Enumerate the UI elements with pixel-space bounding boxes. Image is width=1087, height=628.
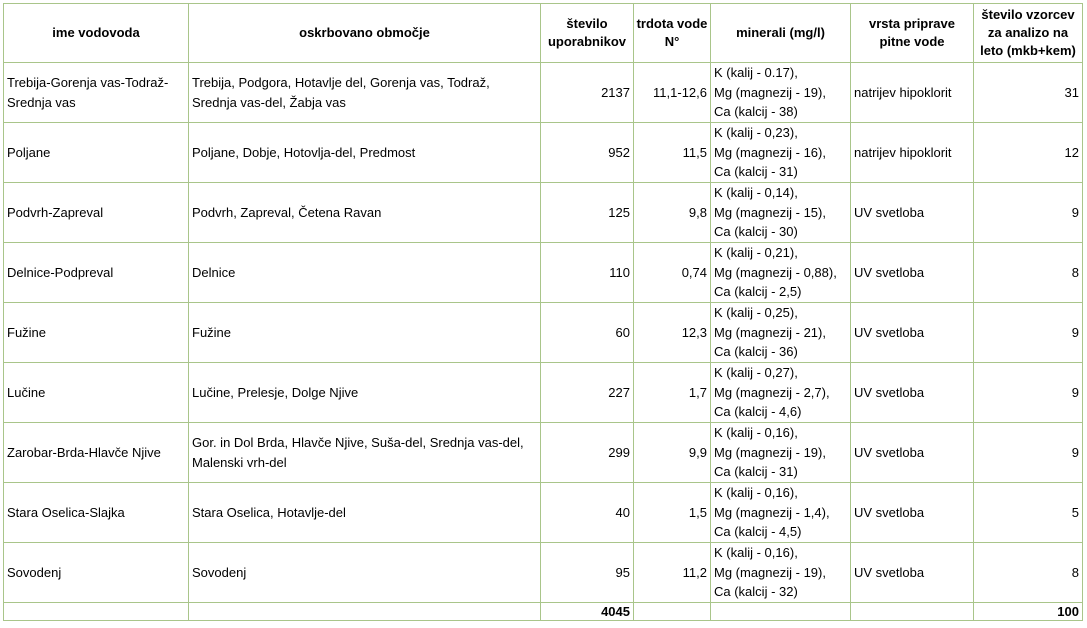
area-cell[interactable]: Sovodenj bbox=[189, 543, 541, 603]
hardness-cell[interactable]: 11,1-12,6 bbox=[634, 63, 711, 123]
name-cell[interactable]: Trebija-Gorenja vas-Todraž-Srednja vas bbox=[4, 63, 189, 123]
samples-cell[interactable]: 9 bbox=[974, 183, 1083, 243]
header-treatment[interactable]: vrsta priprave pitne vode bbox=[851, 4, 974, 63]
name-cell[interactable]: Delnice-Podpreval bbox=[4, 243, 189, 303]
hardness-cell[interactable]: 1,7 bbox=[634, 363, 711, 423]
treatment-cell[interactable]: UV svetloba bbox=[851, 183, 974, 243]
hardness-cell[interactable]: 11,2 bbox=[634, 543, 711, 603]
mineral-line: Mg (magnezij - 2,7), bbox=[714, 384, 830, 400]
table-row bbox=[4, 123, 1083, 183]
mineral-line: Ca (kalcij - 4,5) bbox=[714, 524, 802, 540]
mineral-line: K (kalij - 0.17), bbox=[714, 65, 798, 81]
minerals-cell[interactable] bbox=[711, 303, 851, 363]
hardness-cell[interactable]: 9,8 bbox=[634, 183, 711, 243]
minerals-cell[interactable] bbox=[711, 483, 851, 543]
treatment-cell[interactable]: UV svetloba bbox=[851, 423, 974, 483]
samples-cell[interactable]: 9 bbox=[974, 423, 1083, 483]
area-cell[interactable]: Poljane, Dobje, Hotovlja-del, Predmost bbox=[189, 123, 541, 183]
minerals-cell[interactable] bbox=[711, 423, 851, 483]
mineral-line: K (kalij - 0,27), bbox=[714, 365, 798, 381]
name-cell[interactable]: Fužine bbox=[4, 303, 189, 363]
hardness-cell[interactable]: 1,5 bbox=[634, 483, 711, 543]
hardness-cell[interactable]: 12,3 bbox=[634, 303, 711, 363]
total-samples-cell[interactable]: 100 bbox=[974, 603, 1083, 621]
hardness-cell[interactable]: 11,5 bbox=[634, 123, 711, 183]
minerals-cell[interactable] bbox=[711, 123, 851, 183]
table-row bbox=[4, 183, 1083, 243]
water-supply-table-container bbox=[3, 3, 1083, 621]
total-label-cell[interactable] bbox=[4, 603, 189, 621]
users-cell[interactable]: 125 bbox=[541, 183, 634, 243]
hardness-cell[interactable]: 0,74 bbox=[634, 243, 711, 303]
mineral-line: Mg (magnezij - 21), bbox=[714, 324, 826, 340]
mineral-line: K (kalij - 0,21), bbox=[714, 245, 798, 261]
totals-row bbox=[4, 603, 1083, 621]
total-area-cell[interactable] bbox=[189, 603, 541, 621]
mineral-line: Mg (magnezij - 15), bbox=[714, 204, 826, 220]
name-cell[interactable]: Zarobar-Brda-Hlavče Njive bbox=[4, 423, 189, 483]
minerals-cell[interactable] bbox=[711, 63, 851, 123]
table-row bbox=[4, 303, 1083, 363]
mineral-line: Mg (magnezij - 0,88), bbox=[714, 264, 837, 280]
users-cell[interactable]: 227 bbox=[541, 363, 634, 423]
treatment-cell[interactable]: UV svetloba bbox=[851, 363, 974, 423]
users-cell[interactable]: 110 bbox=[541, 243, 634, 303]
total-treatment-cell[interactable] bbox=[851, 603, 974, 621]
name-cell[interactable]: Poljane bbox=[4, 123, 189, 183]
area-cell[interactable]: Lučine, Prelesje, Dolge Njive bbox=[189, 363, 541, 423]
mineral-line: Ca (kalcij - 2,5) bbox=[714, 284, 802, 300]
mineral-line: K (kalij - 0,25), bbox=[714, 305, 798, 321]
name-cell[interactable]: Stara Oselica-Slajka bbox=[4, 483, 189, 543]
mineral-line: K (kalij - 0,16), bbox=[714, 425, 798, 441]
samples-cell[interactable]: 9 bbox=[974, 363, 1083, 423]
table-row bbox=[4, 363, 1083, 423]
area-cell[interactable]: Fužine bbox=[189, 303, 541, 363]
users-cell[interactable]: 952 bbox=[541, 123, 634, 183]
mineral-line: K (kalij - 0,16), bbox=[714, 485, 798, 501]
area-cell[interactable]: Delnice bbox=[189, 243, 541, 303]
table-row bbox=[4, 63, 1083, 123]
users-cell[interactable]: 2137 bbox=[541, 63, 634, 123]
mineral-line: Ca (kalcij - 38) bbox=[714, 104, 798, 120]
table-row bbox=[4, 423, 1083, 483]
users-cell[interactable]: 95 bbox=[541, 543, 634, 603]
name-cell[interactable]: Lučine bbox=[4, 363, 189, 423]
mineral-line: Mg (magnezij - 19), bbox=[714, 444, 826, 460]
mineral-line: Ca (kalcij - 31) bbox=[714, 464, 798, 480]
total-minerals-cell[interactable] bbox=[711, 603, 851, 621]
mineral-line: K (kalij - 0,23), bbox=[714, 125, 798, 141]
treatment-cell[interactable]: natrijev hipoklorit bbox=[851, 63, 974, 123]
table-row bbox=[4, 543, 1083, 603]
samples-cell[interactable]: 8 bbox=[974, 243, 1083, 303]
table-row bbox=[4, 243, 1083, 303]
minerals-cell[interactable] bbox=[711, 363, 851, 423]
header-area[interactable]: oskrbovano območje bbox=[189, 4, 541, 63]
area-cell[interactable]: Podvrh, Zapreval, Četena Ravan bbox=[189, 183, 541, 243]
mineral-line: K (kalij - 0,14), bbox=[714, 185, 798, 201]
mineral-line: K (kalij - 0,16), bbox=[714, 545, 798, 561]
mineral-line: Ca (kalcij - 36) bbox=[714, 344, 798, 360]
total-hardness-cell[interactable] bbox=[634, 603, 711, 621]
hardness-cell[interactable]: 9,9 bbox=[634, 423, 711, 483]
mineral-line: Mg (magnezij - 1,4), bbox=[714, 504, 830, 520]
mineral-line: Mg (magnezij - 19), bbox=[714, 564, 826, 580]
name-cell[interactable]: Podvrh-Zapreval bbox=[4, 183, 189, 243]
mineral-line: Ca (kalcij - 32) bbox=[714, 584, 798, 600]
mineral-line: Ca (kalcij - 4,6) bbox=[714, 404, 802, 420]
header-name[interactable]: ime vodovoda bbox=[4, 4, 189, 63]
mineral-line: Mg (magnezij - 16), bbox=[714, 144, 826, 160]
samples-cell[interactable]: 8 bbox=[974, 543, 1083, 603]
samples-cell[interactable]: 12 bbox=[974, 123, 1083, 183]
mineral-line: Ca (kalcij - 30) bbox=[714, 224, 798, 240]
samples-cell[interactable]: 5 bbox=[974, 483, 1083, 543]
treatment-cell[interactable]: UV svetloba bbox=[851, 543, 974, 603]
samples-cell[interactable]: 31 bbox=[974, 63, 1083, 123]
mineral-line: Mg (magnezij - 19), bbox=[714, 84, 826, 100]
water-supply-table bbox=[3, 3, 1083, 621]
treatment-cell[interactable]: UV svetloba bbox=[851, 243, 974, 303]
name-cell[interactable]: Sovodenj bbox=[4, 543, 189, 603]
minerals-cell[interactable] bbox=[711, 243, 851, 303]
samples-cell[interactable]: 9 bbox=[974, 303, 1083, 363]
users-cell[interactable]: 60 bbox=[541, 303, 634, 363]
treatment-cell[interactable]: UV svetloba bbox=[851, 483, 974, 543]
treatment-cell[interactable]: natrijev hipoklorit bbox=[851, 123, 974, 183]
table-row bbox=[4, 483, 1083, 543]
header-samples[interactable]: število vzorcev za analizo na leto (mkb+kem) bbox=[974, 4, 1083, 63]
users-cell[interactable]: 40 bbox=[541, 483, 634, 543]
minerals-cell[interactable] bbox=[711, 543, 851, 603]
mineral-line: Ca (kalcij - 31) bbox=[714, 164, 798, 180]
area-cell[interactable]: Gor. in Dol Brda, Hlavče Njive, Suša-del, Srednja vas-del, Malenski vrh-del bbox=[189, 423, 541, 483]
area-cell[interactable]: Stara Oselica, Hotavlje-del bbox=[189, 483, 541, 543]
header-row bbox=[4, 4, 1083, 63]
minerals-cell[interactable] bbox=[711, 183, 851, 243]
header-users[interactable]: število uporabnikov bbox=[541, 4, 634, 63]
total-users-cell[interactable]: 4045 bbox=[541, 603, 634, 621]
header-hardness[interactable]: trdota vode N° bbox=[634, 4, 711, 63]
treatment-cell[interactable]: UV svetloba bbox=[851, 303, 974, 363]
area-cell[interactable]: Trebija, Podgora, Hotavlje del, Gorenja vas, Todraž, Srednja vas-del, Žabja vas bbox=[189, 63, 541, 123]
header-minerals[interactable]: minerali (mg/l) bbox=[711, 4, 851, 63]
users-cell[interactable]: 299 bbox=[541, 423, 634, 483]
